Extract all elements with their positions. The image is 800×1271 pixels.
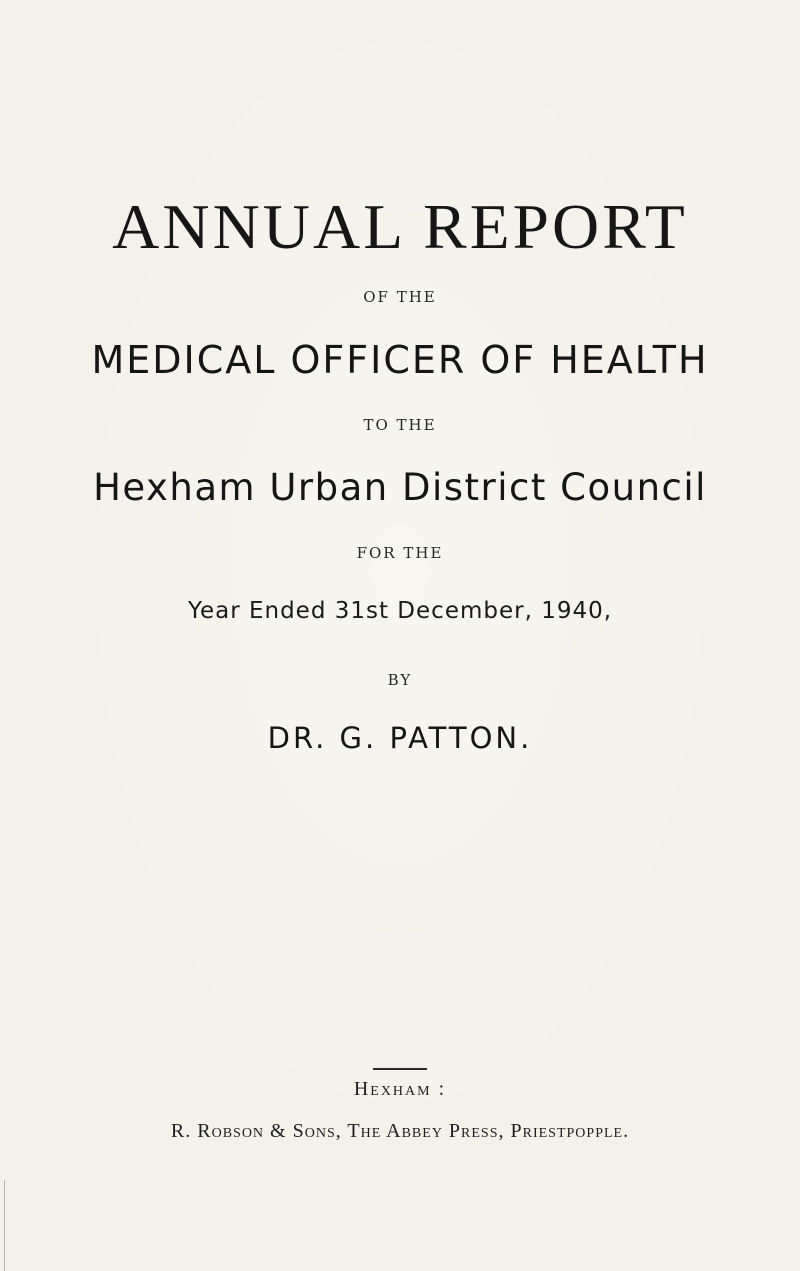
report-period: Year Ended 31st December, 1940,: [187, 598, 613, 624]
to-the-label: TO THE: [363, 416, 437, 434]
divider-rule: [373, 1068, 427, 1070]
office-heading: MEDICAL OFFICER OF HEALTH: [91, 338, 709, 382]
by-label: BY: [387, 671, 413, 689]
for-the-label: FOR THE: [356, 544, 444, 562]
council-name: Hexham Urban District Council: [93, 466, 707, 509]
page-edge-mark: [4, 1180, 5, 1271]
of-the-label: OF THE: [363, 288, 437, 306]
publication-place: Hexham :: [353, 1078, 447, 1100]
author-name: DR. G. PATTON.: [267, 721, 533, 755]
printer-imprint: R. Robson & Sons, The Abbey Press, Priestpopple.: [170, 1120, 630, 1142]
report-title: ANNUAL REPORT: [112, 191, 688, 262]
